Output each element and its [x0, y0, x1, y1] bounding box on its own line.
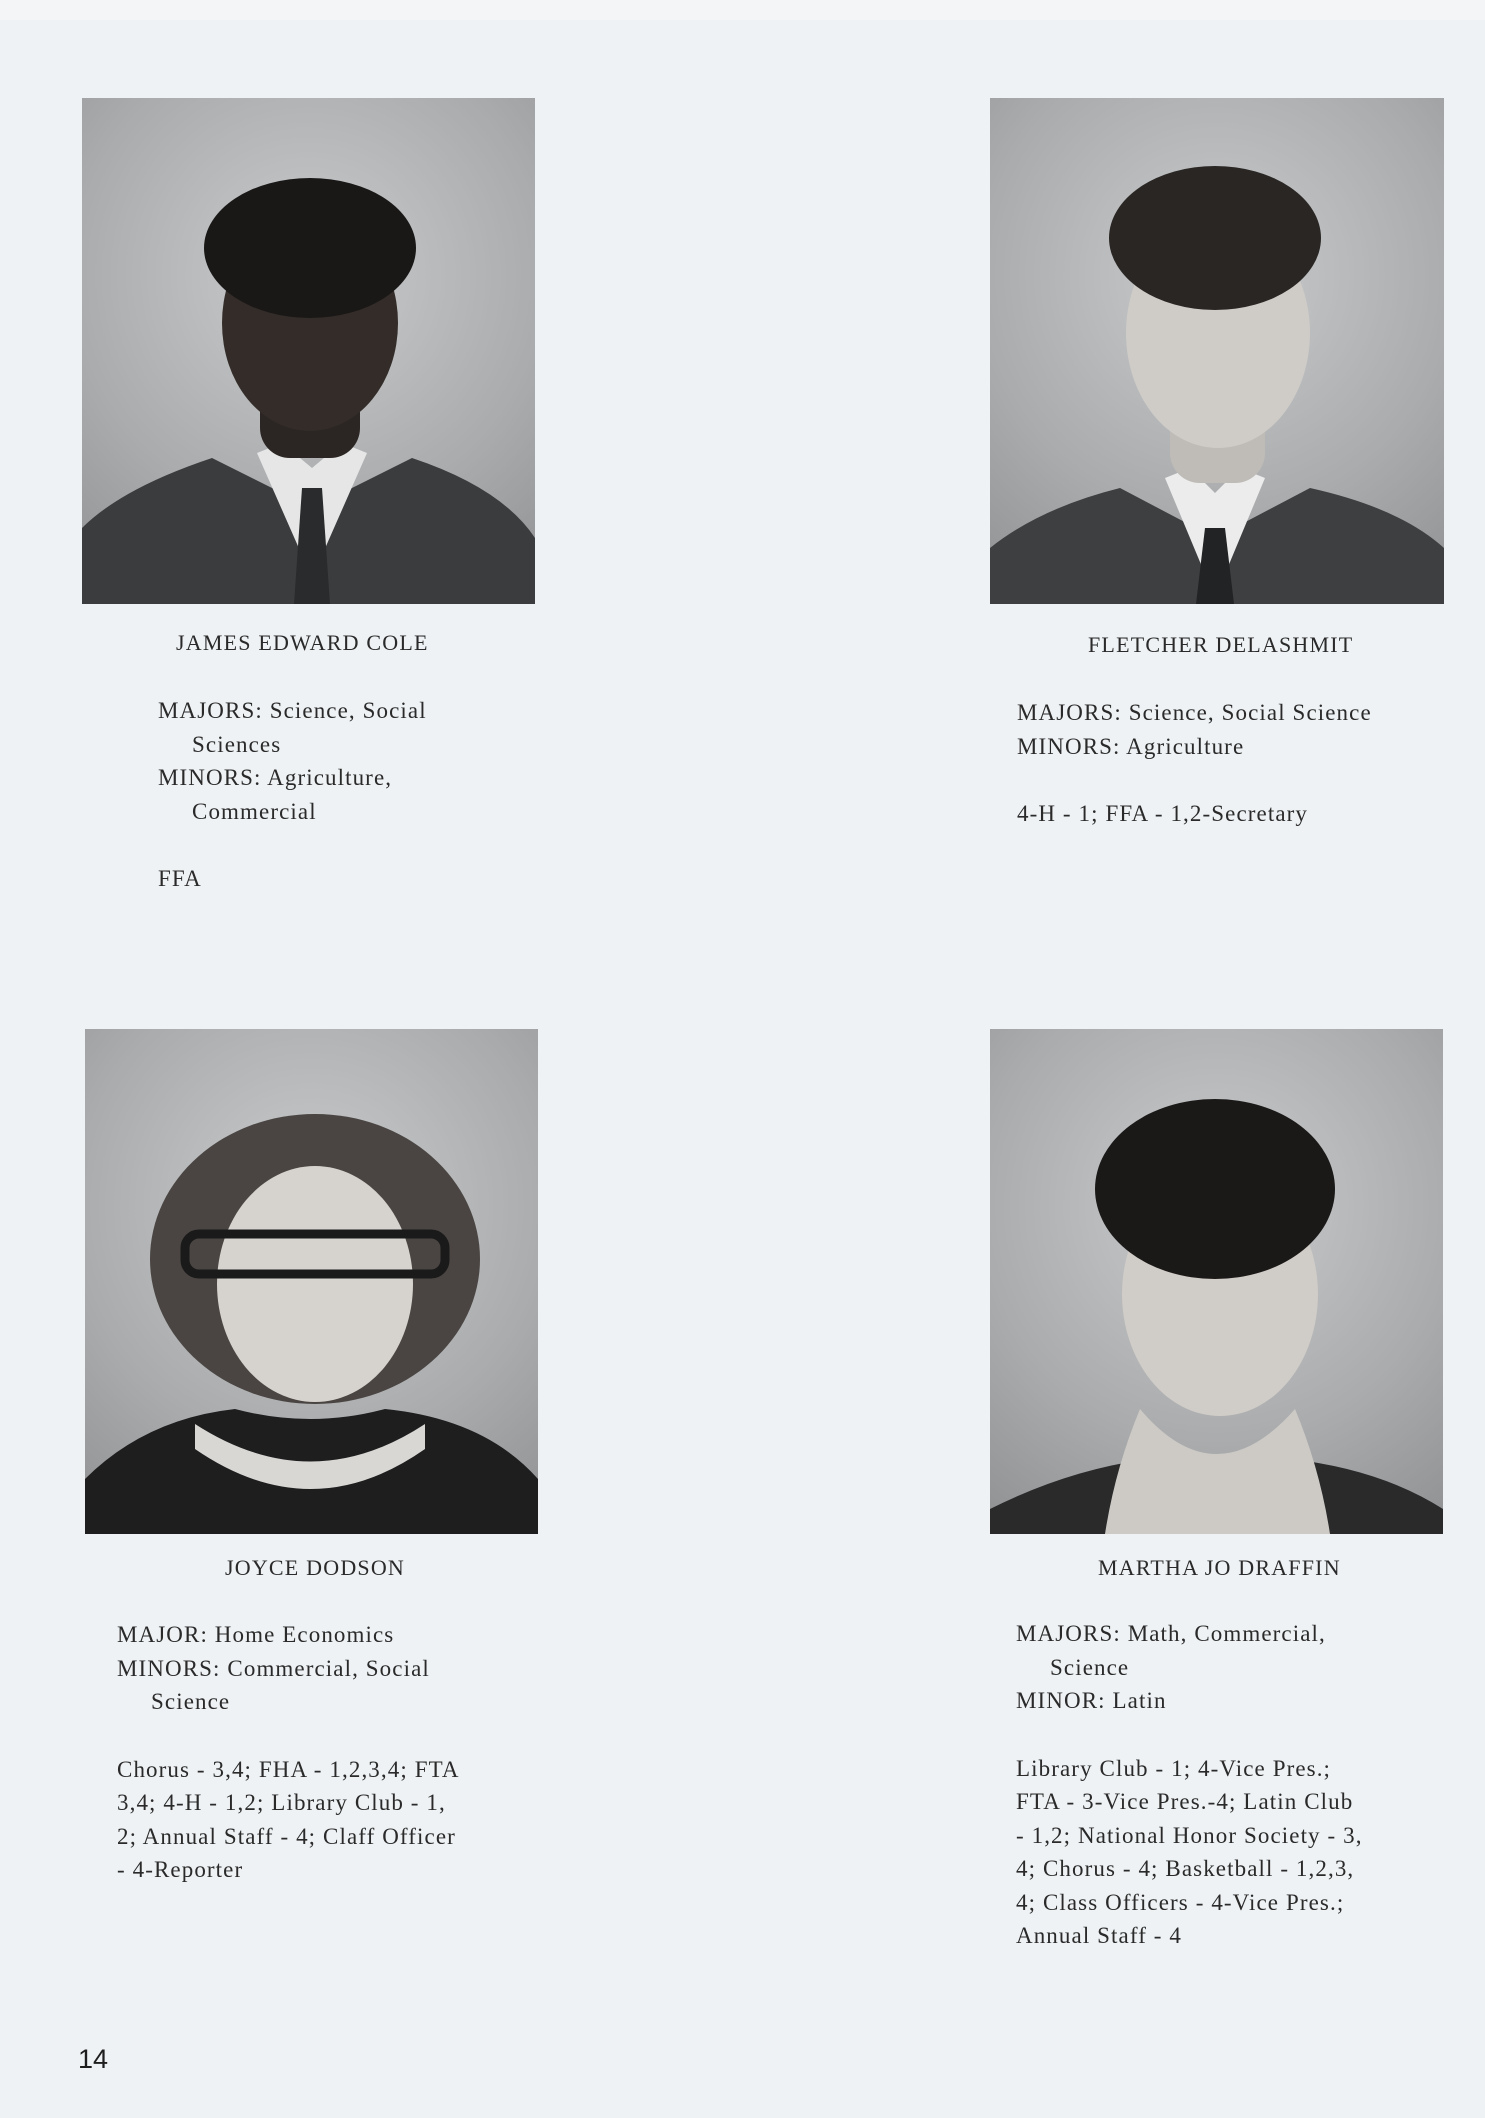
student-details: [158, 694, 427, 896]
minors-line: MINORS: Agriculture,: [158, 765, 393, 790]
spacer: [1016, 1718, 1363, 1752]
activities-line: Chorus - 3,4; FHA - 1,2,3,4; FTA: [117, 1756, 460, 1782]
activities-line: Library Club - 1; 4-Vice Pres.;: [1016, 1755, 1332, 1781]
activities-line: FFA: [158, 866, 202, 891]
majors-line: Sciences: [192, 731, 282, 757]
portrait-martha-jo-draffin: [990, 1029, 1443, 1534]
activities-line: 4; Class Officers - 4-Vice Pres.;: [1016, 1889, 1345, 1915]
portrait-fletcher-delashmit: [990, 98, 1444, 604]
student-name: MARTHA JO DRAFFIN: [1098, 1555, 1341, 1580]
spacer: [117, 1719, 460, 1753]
activities-line: Annual Staff - 4: [1016, 1923, 1183, 1948]
minor-line: MINOR: Latin: [1016, 1688, 1167, 1713]
spacer: [1017, 763, 1372, 797]
minors-line: Science: [151, 1689, 231, 1714]
majors-line: MAJORS: Science, Social: [158, 698, 427, 723]
student-name: FLETCHER DELASHMIT: [1088, 632, 1354, 657]
activities-line: - 1,2; National Honor Society - 3,: [1016, 1822, 1363, 1848]
minors-line: MINORS: Commercial, Social: [117, 1655, 430, 1681]
spacer: [158, 828, 427, 862]
portrait-james-edward-cole: [82, 98, 535, 604]
minors-line: Commercial: [192, 798, 317, 824]
activities-line: FTA - 3-Vice Pres.-4; Latin Club: [1016, 1789, 1354, 1814]
activities-line: 2; Annual Staff - 4; Claff Officer: [117, 1823, 456, 1849]
minors-line: MINORS: Agriculture: [1017, 733, 1245, 759]
activities-line: - 4-Reporter: [117, 1857, 244, 1882]
student-name: JAMES EDWARD COLE: [176, 630, 429, 655]
student-details: [1016, 1617, 1363, 1953]
majors-line: Science: [1050, 1654, 1130, 1680]
portrait-joyce-dodson: [85, 1029, 538, 1534]
major-line: MAJOR: Home Economics: [117, 1622, 395, 1647]
page-number: 14: [78, 2044, 109, 2074]
student-details: [117, 1618, 460, 1887]
activities-line: 3,4; 4-H - 1,2; Library Club - 1,: [117, 1790, 446, 1815]
activities-line: 4-H - 1; FFA - 1,2-Secretary: [1017, 801, 1308, 826]
majors-line: MAJORS: Math, Commercial,: [1016, 1621, 1326, 1646]
student-name: JOYCE DODSON: [225, 1555, 406, 1580]
activities-line: 4; Chorus - 4; Basketball - 1,2,3,: [1016, 1856, 1355, 1881]
student-details: [1017, 696, 1372, 831]
majors-line: MAJORS: Science, Social Science: [1017, 700, 1372, 725]
